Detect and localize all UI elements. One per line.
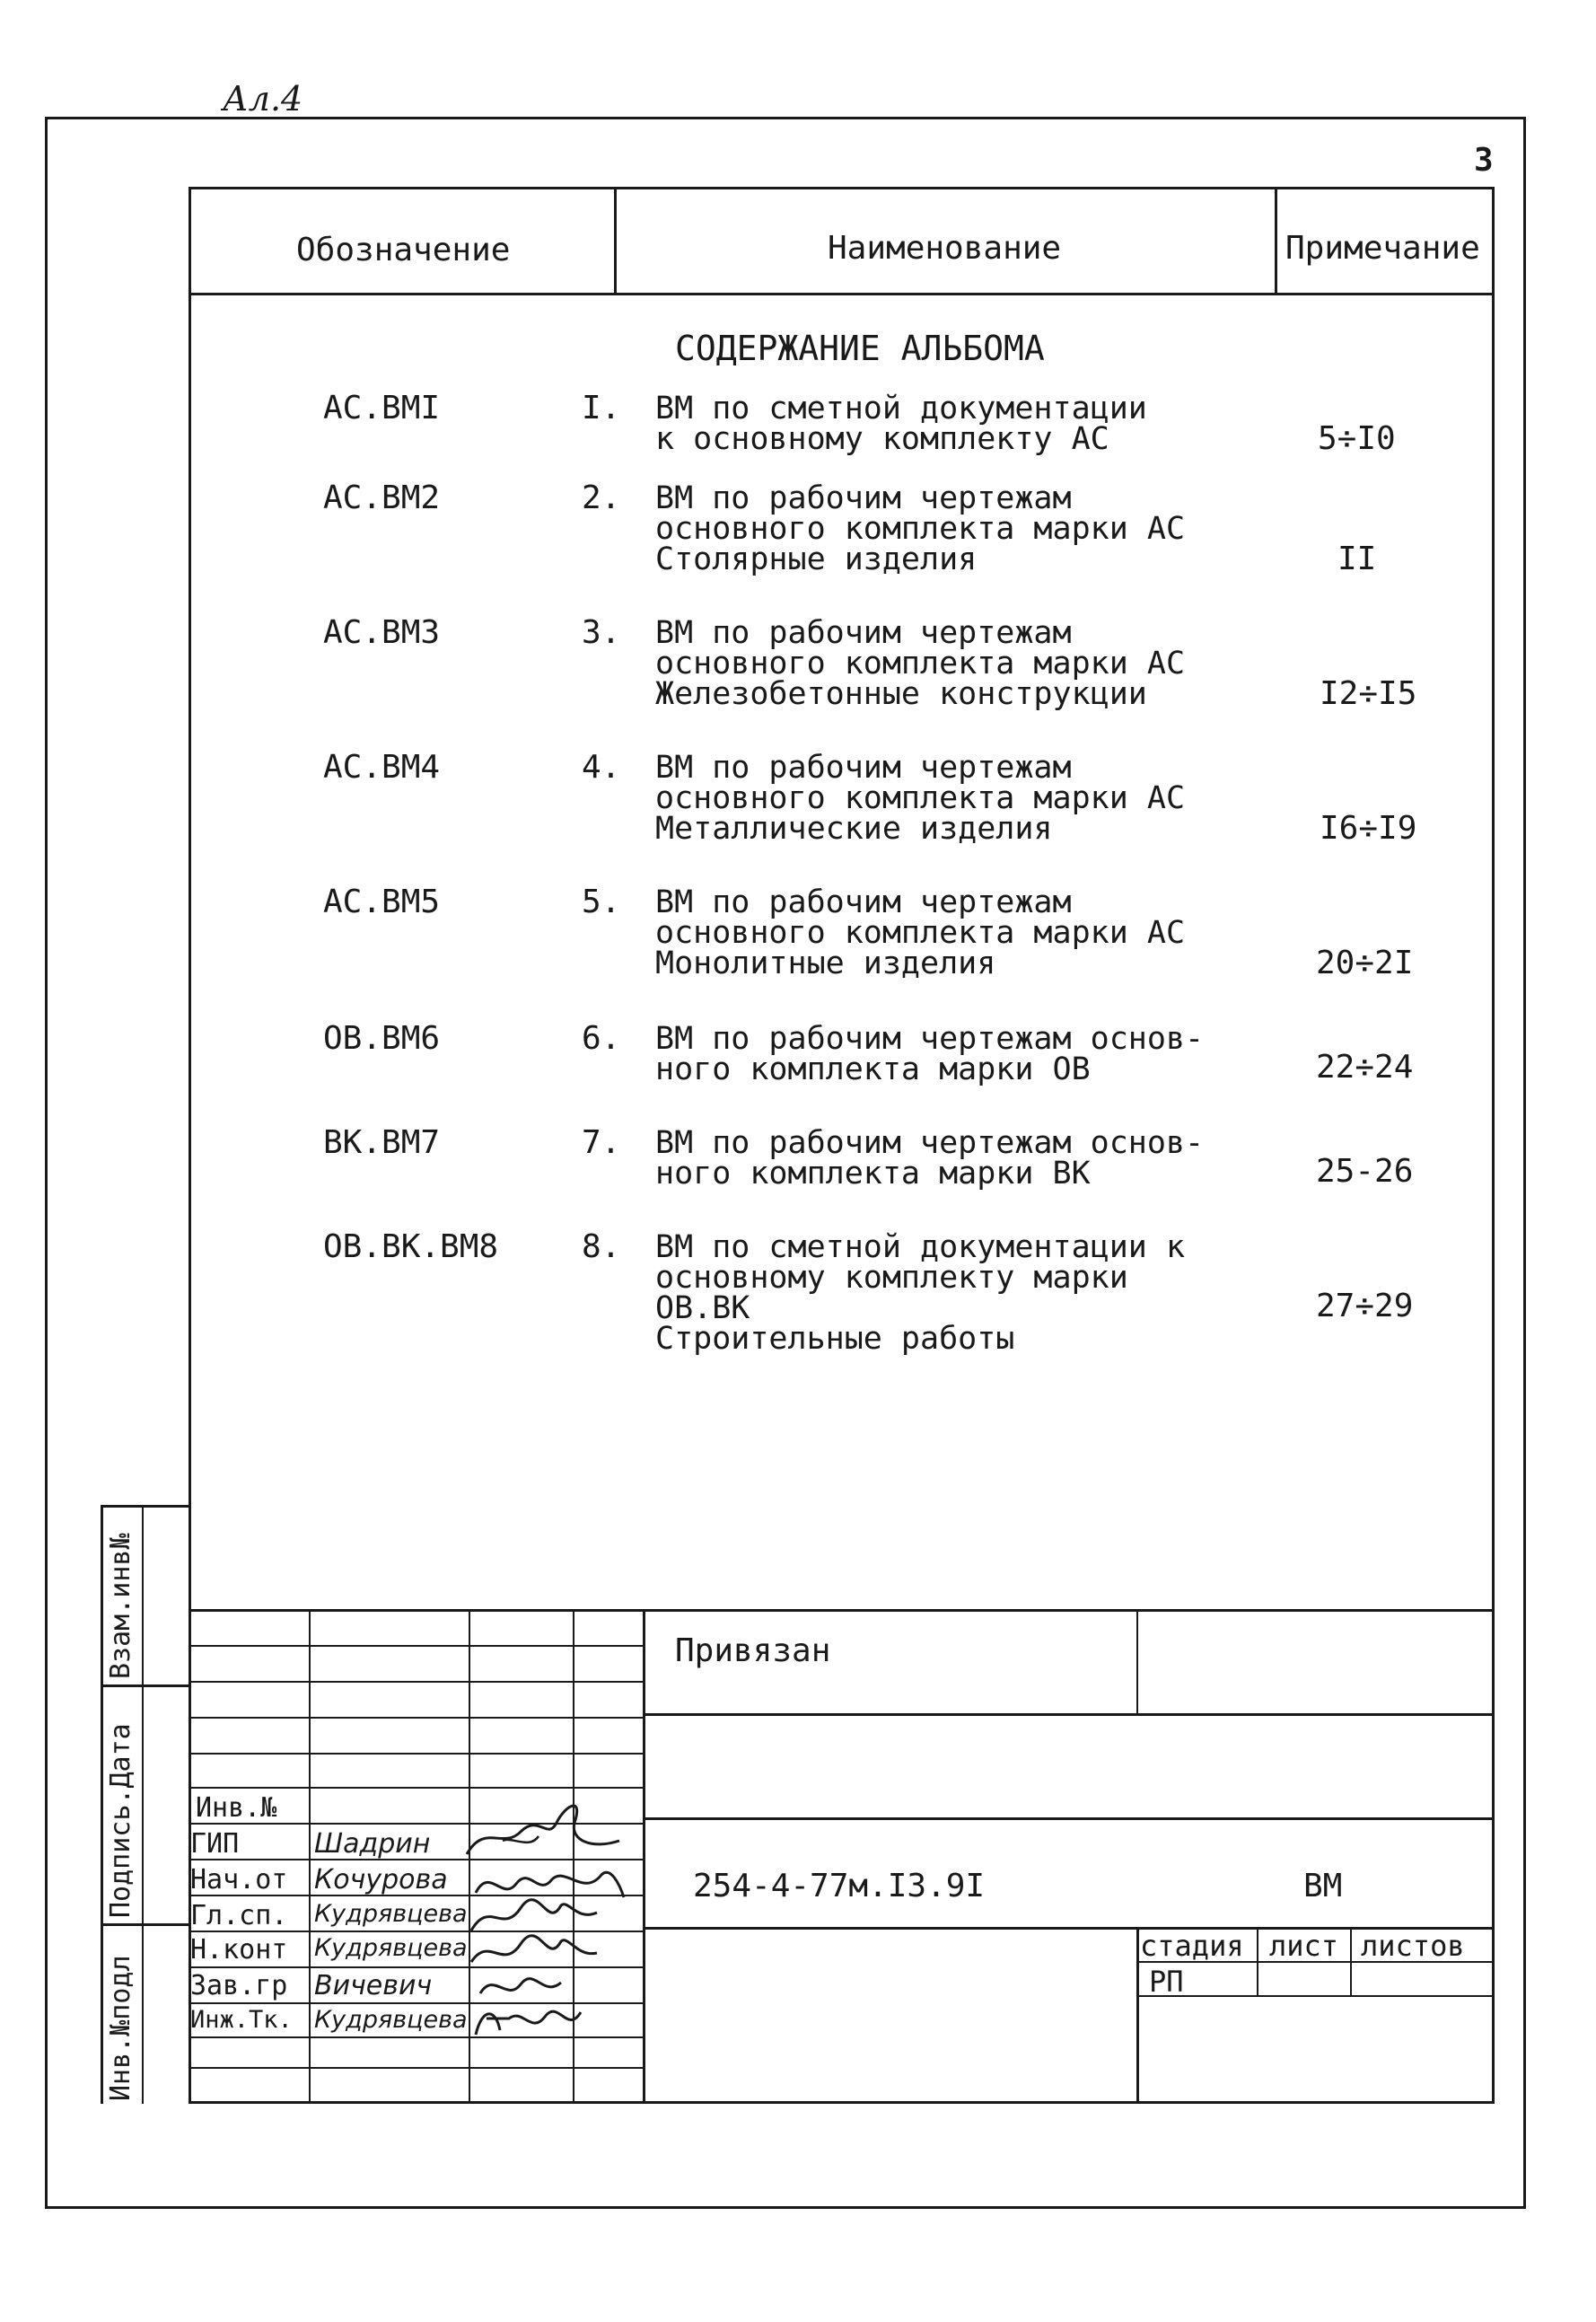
row-code: ОВ.ВМ6 <box>323 1020 441 1057</box>
tb-top-line <box>189 1609 1495 1612</box>
tb-row-4 <box>189 1753 643 1755</box>
row-pages: 22÷24 <box>1316 1049 1414 1086</box>
inv-label: Инв.№ <box>196 1792 277 1824</box>
sheets-header: листов <box>1361 1929 1465 1963</box>
header-designation: Обозначение <box>296 232 511 268</box>
row-code: АС.ВМ5 <box>323 884 441 920</box>
row-pages: I6÷I9 <box>1320 810 1417 847</box>
tb-col-1 <box>309 1609 311 2104</box>
row-number: 6. <box>582 1020 621 1057</box>
row-pages: 5÷I0 <box>1318 420 1396 457</box>
sheet-header: лист <box>1269 1929 1339 1963</box>
bound-label: Привязан <box>675 1632 831 1669</box>
row-code: АС.ВМ2 <box>323 479 441 516</box>
row-code: ВК.ВМ7 <box>323 1124 441 1161</box>
row-line: ВМ по рабочим чертежам основ- <box>655 1125 1205 1161</box>
signer-name: Кудрявцева <box>314 1934 468 1962</box>
row-number: 7. <box>582 1124 621 1161</box>
row-line: основного комплекта марки АС <box>655 915 1186 951</box>
side-orig-inv: Инв.№подл <box>105 1955 136 2101</box>
tb-col-4 <box>643 1609 645 2104</box>
signer-role: Инж.Тк. <box>190 2006 293 2034</box>
tb-row-1 <box>189 1645 643 1647</box>
row-pages: 20÷2I <box>1316 945 1414 981</box>
signer-role: Нач.от <box>190 1864 288 1895</box>
row-line: ВМ по рабочим чертежам <box>655 615 1072 651</box>
row-line: основному комплекту марки <box>655 1260 1128 1296</box>
tb-stage-col-2 <box>1350 1927 1352 1995</box>
side-stamp-left-line <box>101 1505 103 2104</box>
row-line: основного комплекта марки АС <box>655 511 1186 547</box>
stage-header: стадия <box>1140 1929 1244 1963</box>
signer-name: Кудрявцева <box>314 1900 468 1928</box>
row-number: 2. <box>582 479 621 516</box>
side-signature-date: Подпись.Дата <box>105 1723 136 1918</box>
row-number: 3. <box>582 614 621 651</box>
tb-right-row-2 <box>643 1817 1495 1820</box>
row-line: к основному комплекту АС <box>655 421 1109 457</box>
row-pages: 25-26 <box>1316 1153 1414 1190</box>
row-line: ВМ по рабочим чертежам <box>655 480 1072 516</box>
row-line: основного комплекта марки АС <box>655 646 1186 682</box>
tb-bound-divider <box>1136 1609 1138 1713</box>
signature-engineer <box>469 1999 585 2044</box>
row-line: Железобетонные конструкции <box>655 676 1147 712</box>
row-line: ВМ по рабочим чертежам основ- <box>655 1021 1205 1057</box>
row-pages: II <box>1337 541 1377 577</box>
row-line: Столярные изделия <box>655 541 978 577</box>
album-mark: Ал.4 <box>223 79 303 119</box>
signature-gip <box>449 1787 628 1868</box>
signer-role: Гл.сп. <box>190 1900 288 1931</box>
row-line: ВМ по рабочим чертежам <box>655 884 1072 920</box>
signer-name: Шадрин <box>314 1828 431 1860</box>
signer-role: ГИП <box>190 1828 240 1860</box>
row-number: 8. <box>582 1228 621 1265</box>
row-number: I. <box>582 390 621 427</box>
contents-title: СОДЕРЖАНИЕ АЛЬБОМА <box>675 329 1045 368</box>
row-code: ОВ.ВК.ВМ8 <box>323 1228 499 1265</box>
tb-row-2 <box>189 1681 643 1683</box>
side-stamp-inner-line <box>142 1505 144 2104</box>
row-line: Монолитные изделия <box>655 946 996 981</box>
row-pages: I2÷I5 <box>1320 675 1417 712</box>
row-pages: 27÷29 <box>1316 1288 1414 1324</box>
row-code: АС.ВМI <box>323 390 441 427</box>
row-number: 5. <box>582 884 621 920</box>
row-line: ного комплекта марки ОВ <box>655 1051 1091 1087</box>
header-note: Примечание <box>1285 230 1480 267</box>
row-line: Металлические изделия <box>655 811 1053 847</box>
row-line: основного комплекта марки АС <box>655 780 1186 816</box>
row-line: ВМ по сметной документации <box>655 391 1147 427</box>
header-divider <box>189 293 1495 295</box>
side-stamp-divider-2 <box>101 1923 189 1926</box>
document-type: ВМ <box>1303 1868 1343 1904</box>
row-number: 4. <box>582 749 621 786</box>
row-line: Строительные работы <box>655 1321 1015 1357</box>
header-col-divider-2 <box>1275 187 1277 295</box>
sheet-number: 3 <box>1474 142 1494 179</box>
tb-stage-col-1 <box>1257 1927 1258 1995</box>
side-replace-inv: Взам.инв№ <box>105 1533 136 1679</box>
document-code: 254-4-77м.I3.9I <box>693 1868 986 1904</box>
signer-name: Кочурова <box>314 1864 448 1895</box>
row-code: АС.ВМ3 <box>323 614 441 651</box>
signer-name: Вичевич <box>314 1970 433 2001</box>
tb-row-13 <box>189 2067 643 2069</box>
tb-row-3 <box>189 1717 643 1719</box>
stage-value: РП <box>1149 1965 1184 1999</box>
tb-stage-divider <box>1136 1927 1139 2104</box>
signer-role: Зав.гр <box>190 1970 288 2001</box>
tb-right-row-1 <box>643 1713 1495 1716</box>
row-line: ВМ по рабочим чертежам <box>655 750 1072 786</box>
row-line: ВМ по сметной документации к <box>655 1229 1186 1265</box>
row-line: ного комплекта марки ВК <box>655 1156 1091 1192</box>
side-stamp-top-line <box>101 1505 189 1508</box>
row-code: АС.ВМ4 <box>323 749 441 786</box>
header-col-divider-1 <box>614 187 617 295</box>
signer-role: Н.конт <box>190 1934 288 1966</box>
row-line: ОВ.ВК <box>655 1290 750 1326</box>
header-name: Наименование <box>828 230 1062 267</box>
tb-stage-row-2 <box>1136 1995 1495 1997</box>
side-stamp-divider-1 <box>101 1684 189 1687</box>
signer-name: Кудрявцева <box>314 2006 468 2034</box>
